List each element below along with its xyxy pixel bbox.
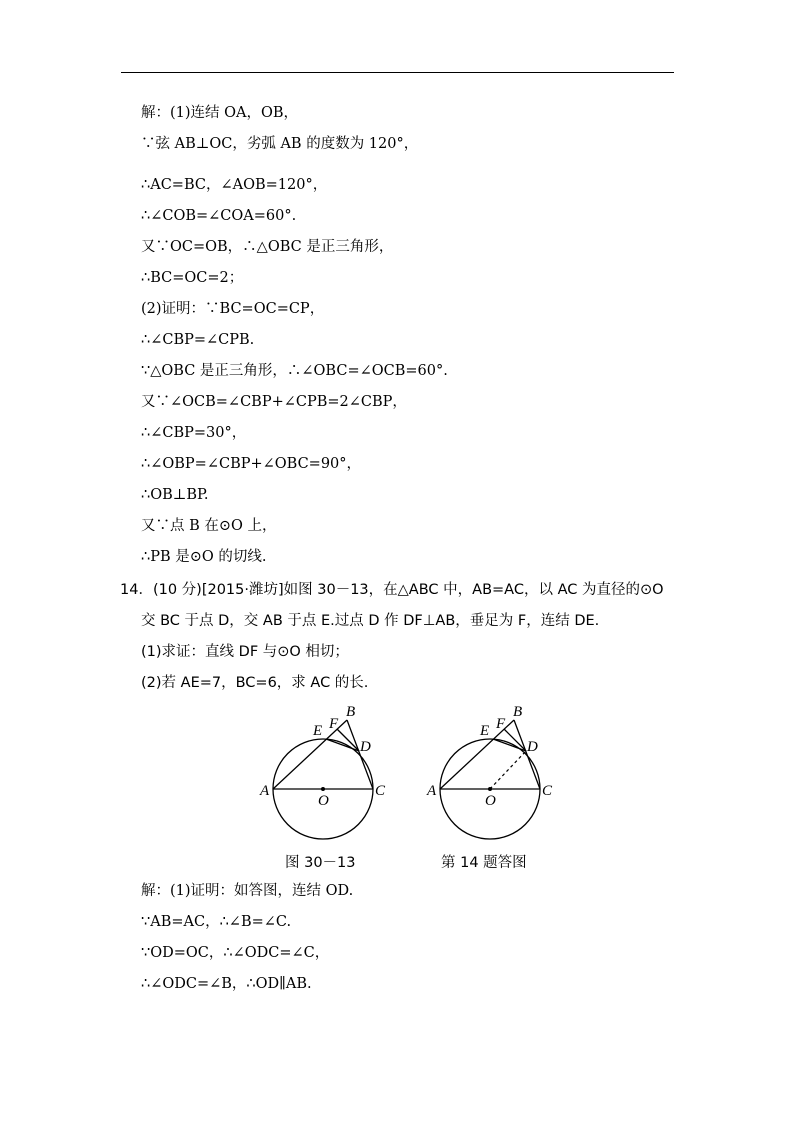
label-a: A	[427, 783, 437, 799]
segment-ed	[493, 739, 526, 751]
label-c: C	[542, 783, 553, 799]
solution-line: 又∵OC=OB，∴△OBC 是正三角形，	[141, 239, 394, 255]
solution-line: 解：(1)证明：如答图，连结 OD.	[141, 883, 354, 899]
solution-line: 解：(1)连结 OA，OB，	[141, 105, 299, 121]
label-o: O	[318, 793, 329, 809]
center-dot	[488, 787, 492, 791]
solution-line: ∴∠CBP=∠CPB.	[141, 332, 255, 348]
label-f: F	[496, 716, 506, 732]
label-e: E	[313, 723, 323, 739]
label-b: B	[346, 704, 356, 720]
label-d: D	[360, 739, 371, 755]
solution-line: ∵OD=OC，∴∠ODC=∠C，	[141, 945, 330, 961]
label-c: C	[375, 783, 386, 799]
label-a: A	[260, 783, 270, 799]
label-b: B	[513, 704, 523, 720]
solution-line: ∴AC=BC，∠AOB=120°，	[141, 177, 328, 193]
solution-line: ∴BC=OC=2；	[141, 270, 244, 286]
solution-line: ∵△OBC 是正三角形，∴∠OBC=∠OCB=60°.	[141, 363, 448, 379]
solution-line: ∴∠CBP=30°，	[141, 425, 247, 441]
label-f: F	[329, 716, 339, 732]
solution-line: 又∵∠OCB=∠CBP+∠CPB=2∠CBP，	[141, 394, 407, 410]
center-dot	[321, 787, 325, 791]
figure-30-13	[255, 700, 395, 845]
problem-14-statement: 14．(10 分)[2015·潍坊]如图 30－13，在△ABC 中，AB=AC，以 AC 为直径的⊙O	[120, 582, 664, 598]
label-o: O	[485, 793, 496, 809]
segment-fd	[504, 729, 526, 751]
segment-fd	[337, 729, 359, 751]
solution-line: ∴OB⊥BP.	[141, 487, 209, 503]
solution-line: ∵弦 AB⊥OC，劣弧 AB 的度数为 120°，	[141, 136, 419, 152]
figure-caption-left: 图 30－13	[285, 855, 356, 871]
label-e: E	[480, 723, 490, 739]
header-rule	[121, 72, 674, 73]
solution-line: ∴PB 是⊙O 的切线.	[141, 549, 267, 565]
solution-line: (2)证明：∵BC=OC=CP，	[141, 301, 325, 317]
solution-line: ∴∠OBP=∠CBP+∠OBC=90°，	[141, 456, 362, 472]
segment-ed	[326, 739, 359, 751]
solution-line: ∵AB=AC，∴∠B=∠C.	[141, 914, 292, 930]
solution-line: 又∵点 B 在⊙O 上，	[141, 518, 277, 534]
solution-line: ∴∠COB=∠COA=60°.	[141, 208, 297, 224]
problem-14-statement-cont: 交 BC 于点 D，交 AB 于点 E.过点 D 作 DF⊥AB，垂足为 F，连结 DE.	[141, 613, 600, 629]
solution-line: ∴∠ODC=∠B，∴OD∥AB.	[141, 976, 312, 992]
figure-answer-14	[422, 700, 562, 845]
label-d: D	[527, 739, 538, 755]
figure-caption-right: 第 14 题答图	[441, 855, 527, 871]
segment-od-dashed	[490, 751, 526, 789]
problem-14-question-2: (2)若 AE=7，BC=6，求 AC 的长.	[141, 675, 369, 691]
problem-14-question-1: (1)求证：直线 DF 与⊙O 相切；	[141, 644, 349, 660]
